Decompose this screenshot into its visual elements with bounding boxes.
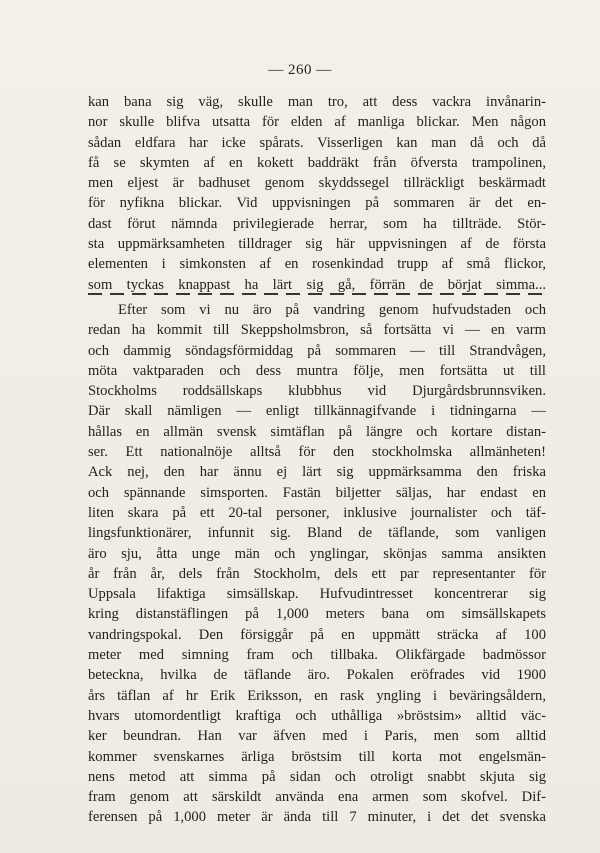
text-line: ker beundran. Han var äfven med i Paris, men som alltid [88, 728, 546, 745]
text-line: sta uppmärksamheten tilldrager sig här uppvisningen af de första [88, 236, 546, 253]
paragraph-1 [88, 92, 546, 295]
text-line: kommer svenskarnes ärliga bröstsim till korta mot engelsmän- [88, 748, 546, 765]
text-line: års täflan af hr Erik Eriksson, en rask yngling i beväringsåldern, [88, 687, 546, 704]
text-line: för nyfikna blickar. Vid uppvisningen på sommaren är det en- [88, 195, 546, 212]
text-line: hvars utomordentligt kraftiga och uthålliga »bröstsim» alltid väc- [88, 707, 546, 724]
text-line: hållas en allmän svensk simtäflan på längre och kortare distan- [88, 423, 546, 440]
text-line: år från år, dels från Stockholm, dels ett par representanter för [88, 565, 546, 582]
text-line: ferensen på 1,000 meter är ända till 7 minuter, i det det svenska [88, 809, 546, 826]
text-line: vandringspokal. Den försiggår på en uppmätt sträcka af 100 [88, 626, 546, 643]
text-line: liten skara på ett 20-tal personer, inklusive journalister och täf- [88, 504, 546, 521]
text-line: nens metod att simma på sidan och otroligt snabbt skjuta sig [88, 768, 546, 785]
text-line: Stockholms roddsällskaps klubbhus vid Djurgårdsbrunnsviken. [88, 383, 546, 400]
text-line: beteckna, hvilka de täflande äro. Pokalen eröfrades vid 1900 [88, 667, 546, 684]
text-line: kan bana sig väg, skulle man tro, att dess vackra invånarin- [88, 94, 546, 110]
text-line: Där skall nämligen — enligt tillkännagifvande i tidningarna — [88, 403, 546, 420]
text-line: meter med simning fram och tillbaka. Olikfärgade badmössor [88, 647, 546, 664]
text-line: kring distanstäflingen på 1,000 meters bana om simsällskapets [88, 606, 546, 623]
text-line: och dammig söndagsförmiddag på sommaren — till Strandvågen, [88, 342, 546, 359]
text-line: men eljest är badhuset genom skyddssegel tillräckligt beskärmadt [88, 175, 546, 192]
text-line: ser. Ett nationalnöje alltså för den stockholmska allmänheten! [88, 444, 546, 461]
text-line: och spännande simsporten. Fastän biljetter säljas, har endast en [88, 484, 546, 501]
text-line: fram genom att särskildt använda ena armen som skofvel. Dif- [88, 789, 546, 806]
text-line: dast förut nämnda privilegierade herrar, som ha tillträde. Stör- [88, 215, 546, 232]
text-line: Efter som vi nu äro på vandring genom hufvudstaden och [118, 302, 546, 318]
text-line: få se skymten af en kokett baddräkt från öfversta trampolinen, [88, 154, 546, 171]
text-line: nor skulle blifva utsatta för elden af manliga blickar. Men någon [88, 114, 546, 131]
text-line: lingsfunktionärer, infunnit sig. Bland de täflande, som vanligen [88, 525, 546, 542]
page-number: — 260 — [268, 62, 332, 78]
text-line: möta vaktparaden och dess muntra följe, men fortsätta ut till [88, 362, 546, 379]
text-line: sådan eldfara har icke spårats. Visserligen kan man då och då [88, 134, 546, 151]
paragraph-2 [88, 300, 546, 828]
text-line: Ack nej, den har ännu ej lärt sig uppmärksamma den friska [88, 464, 546, 481]
section-divider [88, 293, 546, 295]
text-line: elementen i simkonsten af en rosenkindad trupp af små flickor, [88, 256, 546, 273]
text-line: redan ha kommit till Skeppsholmsbron, så fortsätta vi — en varm [88, 322, 546, 339]
text-line: som tyckas knappast ha lärt sig gå, förrän de börjat simma... [88, 276, 546, 293]
text-line: Uppsala lifaktiga simsällskap. Hufvudintresset koncentrerar sig [88, 586, 546, 603]
text-line: äro sju, åtta unge män och ynglingar, skönjas samma ansikten [88, 545, 546, 562]
